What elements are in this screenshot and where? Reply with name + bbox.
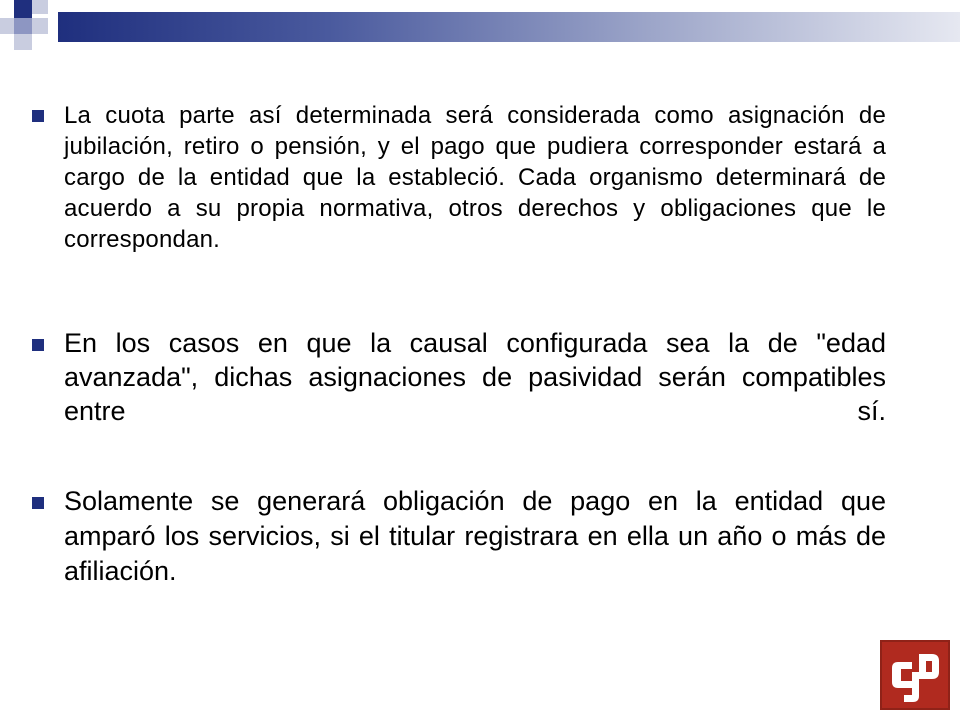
cjp-logo-icon (880, 640, 950, 710)
square-bullet-icon (32, 497, 44, 509)
square-bullet-icon (32, 110, 44, 122)
bullet-text: En los casos en que la causal configurada sea la de "edad avanzada", dichas asignaciones de pasividad serán compatibles entre sí. (64, 328, 886, 426)
cjp-logo-glyph (882, 642, 948, 708)
square-bullet-icon (32, 339, 44, 351)
bullet-text: Solamente se generará obligación de pago en la entidad que amparó los servicios, si el titular registrara en ella un año o más de afiliación. (64, 486, 886, 586)
bullet-text: La cuota parte así determinada será considerada como asignación de jubilación, retiro o pensión, y el pago que pudiera corresponder estará a cargo de la entidad que la estableció. Cada organismo determinará de acuerdo a su propia normativa, otros derechos y obligaciones que le correspondan. (64, 102, 886, 253)
